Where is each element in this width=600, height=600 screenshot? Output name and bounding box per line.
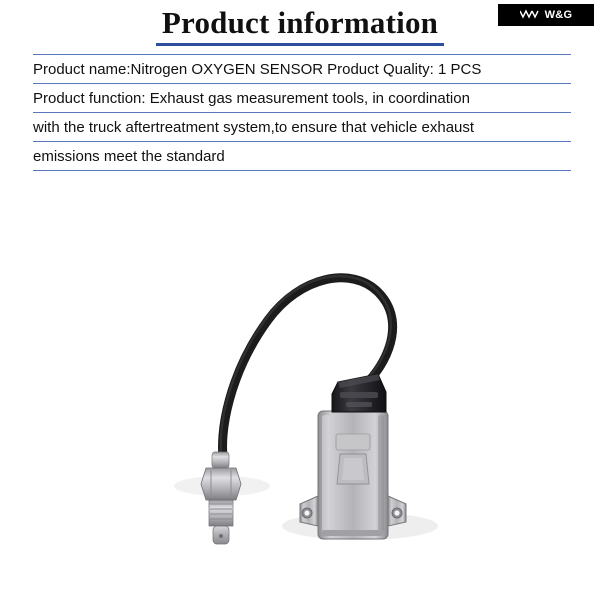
info-row-name-quality <box>33 54 571 84</box>
product-function-line-2: with the truck aftertreatment system,to ensure that vehicle exhaust <box>33 113 571 142</box>
product-info-block <box>33 54 571 171</box>
sensor-control-module <box>300 374 406 539</box>
product-name-label: Product name:Nitrogen OXYGEN SENSOR <box>33 60 324 78</box>
page-title: Product information <box>156 6 444 46</box>
product-quality-label: Product Quality: 1 PCS <box>327 60 482 78</box>
product-photo <box>0 196 600 600</box>
brand-name: W&G <box>544 9 573 21</box>
product-function-line-3: emissions meet the standard <box>33 142 571 171</box>
page-title-wrap <box>0 6 600 46</box>
sensor-probe <box>201 452 241 544</box>
product-function-line-1: Product function: Exhaust gas measurement tools, in coordination <box>33 84 571 113</box>
